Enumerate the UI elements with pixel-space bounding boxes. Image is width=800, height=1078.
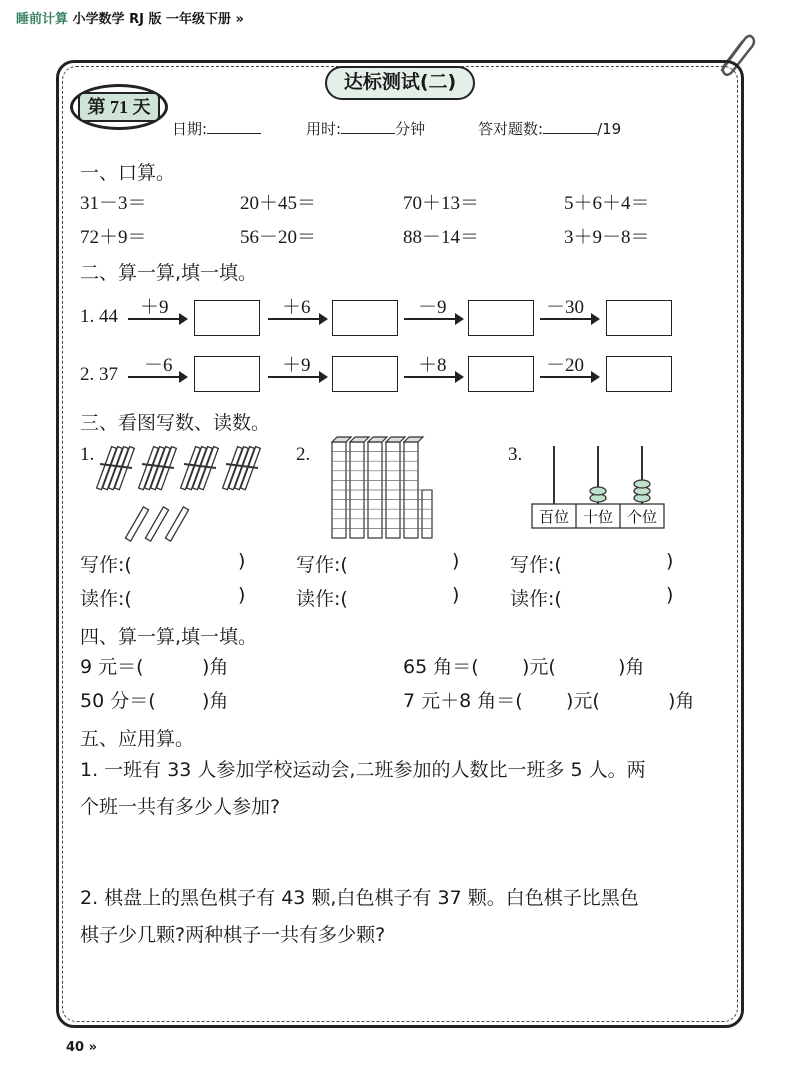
close-paren: ) bbox=[666, 550, 674, 572]
word-problem-2: 2. 棋盘上的黑色棋子有 43 颗,白色棋子有 37 颗。白色棋子比黑色 棋子少几颗?两种棋子一共有多少颗? bbox=[80, 887, 639, 946]
problem-8: 3＋9－8＝ bbox=[564, 227, 650, 248]
section4-heading: 四、算一算,填一填。 bbox=[80, 626, 258, 648]
read-label: 读作:( bbox=[80, 588, 132, 610]
item-2-number: 2. bbox=[296, 444, 311, 465]
chain-1-op-1: ＋9 bbox=[140, 297, 169, 318]
read-label: 读作:( bbox=[510, 588, 562, 610]
word-problem-1: 1. 一班有 33 人参加学校运动会,二班参加的人数比一班多 5 人。两 个班一共有多少人参加? bbox=[80, 759, 646, 818]
problem-5: 72＋9＝ bbox=[80, 227, 147, 248]
conversion-4-b: )元( bbox=[566, 690, 600, 712]
problem-2: 20＋45＝ bbox=[240, 193, 317, 214]
conversion-2-b: )元( bbox=[522, 656, 556, 678]
arrow bbox=[404, 376, 462, 378]
write-label: 写作:( bbox=[296, 554, 348, 576]
conversion-1-b: )角 bbox=[202, 656, 229, 678]
arrow bbox=[540, 318, 598, 320]
arrow bbox=[540, 376, 598, 378]
stick-bundle bbox=[97, 447, 135, 490]
arrow bbox=[128, 318, 186, 320]
close-paren: ) bbox=[238, 584, 246, 606]
abacus-label-ones: 个位 bbox=[626, 508, 658, 526]
answer-box[interactable] bbox=[468, 300, 534, 336]
arrow bbox=[268, 376, 326, 378]
chain-1-op-2: ＋6 bbox=[282, 297, 311, 318]
answer-box[interactable] bbox=[194, 356, 260, 392]
read-label: 读作:( bbox=[296, 588, 348, 610]
conversion-4-c: )角 bbox=[668, 690, 695, 712]
section3-heading: 三、看图写数、读数。 bbox=[80, 412, 271, 434]
conversion-3-b: )角 bbox=[202, 690, 229, 712]
answer-box[interactable] bbox=[468, 356, 534, 392]
problem-6: 56－20＝ bbox=[240, 227, 317, 248]
abacus-label-hundreds: 百位 bbox=[538, 508, 570, 526]
arrow bbox=[268, 318, 326, 320]
book-header bbox=[16, 8, 244, 27]
section5-heading: 五、应用算。 bbox=[80, 728, 195, 750]
problem-1: 31－3＝ bbox=[80, 193, 147, 214]
chain-2-op-3: ＋8 bbox=[418, 355, 447, 376]
time-field: 用时: 分钟 bbox=[306, 120, 426, 138]
answer-box[interactable] bbox=[606, 300, 672, 336]
conversion-2-a: 65 角＝( bbox=[403, 656, 479, 678]
chain-1-start: 1. 44 bbox=[80, 306, 118, 327]
section1-heading: 一、口算。 bbox=[80, 162, 176, 184]
chain-2-op-1: －6 bbox=[144, 355, 173, 376]
day-badge: 第 71 天 bbox=[78, 92, 160, 122]
chain-2-op-2: ＋9 bbox=[282, 355, 311, 376]
brand: 睡前计算 bbox=[16, 12, 69, 27]
problem-3: 70＋13＝ bbox=[403, 193, 480, 214]
arrow bbox=[404, 318, 462, 320]
abacus-illustration bbox=[530, 440, 670, 530]
page-title: 达标测试(二) bbox=[325, 66, 475, 100]
close-paren: ) bbox=[452, 584, 460, 606]
conversion-2-c: )角 bbox=[618, 656, 645, 678]
problem-7: 88－14＝ bbox=[403, 227, 480, 248]
grade: 一年级下册 bbox=[165, 12, 231, 27]
score-field: 答对题数: /19 bbox=[478, 120, 622, 138]
conversion-4-a: 7 元＋8 角＝( bbox=[403, 690, 523, 712]
chain-1-op-3: －9 bbox=[418, 297, 447, 318]
answer-box[interactable] bbox=[194, 300, 260, 336]
section2-heading: 二、算一算,填一填。 bbox=[80, 262, 258, 284]
answer-box[interactable] bbox=[332, 300, 398, 336]
write-label: 写作:( bbox=[80, 554, 132, 576]
page-number: 40 » bbox=[66, 1040, 98, 1055]
stick-bundles-illustration bbox=[96, 440, 276, 550]
close-paren: ) bbox=[238, 550, 246, 572]
chain-1-op-4: －30 bbox=[546, 297, 585, 318]
answer-box[interactable] bbox=[606, 356, 672, 392]
conversion-1-a: 9 元＝( bbox=[80, 656, 144, 678]
cube-columns-illustration bbox=[324, 436, 444, 542]
chain-2-start: 2. 37 bbox=[80, 364, 118, 385]
close-paren: ) bbox=[666, 584, 674, 606]
write-label: 写作:( bbox=[510, 554, 562, 576]
book-name: 小学数学 RJ 版 bbox=[72, 12, 162, 27]
problem-4: 5＋6＋4＝ bbox=[564, 193, 650, 214]
abacus-label-tens: 十位 bbox=[582, 508, 614, 526]
item-3-number: 3. bbox=[508, 444, 523, 465]
arrow bbox=[128, 376, 186, 378]
answer-box[interactable] bbox=[332, 356, 398, 392]
date-field: 日期: bbox=[172, 118, 261, 139]
conversion-3-a: 50 分＝( bbox=[80, 690, 156, 712]
item-1-number: 1. bbox=[80, 444, 95, 465]
chevron-icon: » bbox=[235, 12, 244, 27]
chain-2-op-4: －20 bbox=[546, 355, 585, 376]
close-paren: ) bbox=[452, 550, 460, 572]
